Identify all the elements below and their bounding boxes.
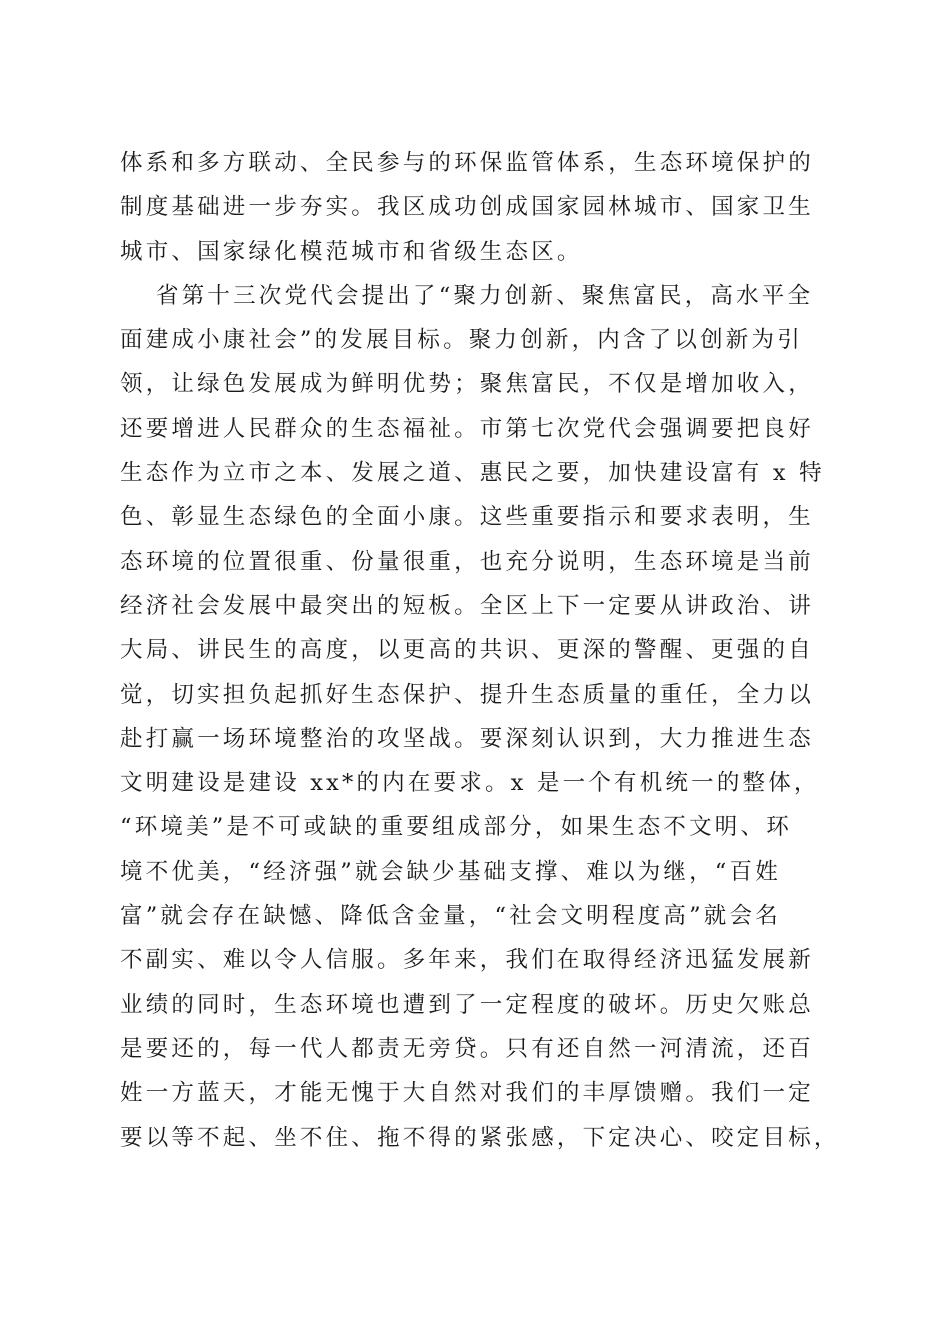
text-line: 领，让绿色发展成为鲜明优势；聚焦富民，不仅是增加收入，	[120, 371, 814, 398]
text-line: 境不优美，“经济强”就会缺少基础支撑、难以为继，“百姓	[120, 858, 781, 885]
text-line: 富”就会存在缺憾、降低含金量，“社会文明程度高”就会名	[120, 903, 781, 930]
text-line: 姓一方蓝天，才能无愧于大自然对我们的丰厚馈赠。我们一定	[120, 1080, 814, 1107]
text-line: “环境美”是不可或缺的重要组成部分，如果生态不文明、环	[120, 814, 792, 841]
text-line: 还要增进人民群众的生态福祉。市第七次党代会强调要把良好	[120, 415, 814, 442]
text-line: 体系和多方联动、全民参与的环保监管体系，生态环境保护的	[120, 150, 814, 176]
text-line: 态环境的位置很重、份量很重，也充分说明，生态环境是当前	[120, 548, 814, 575]
text-line: 要以等不起、坐不住、拖不得的紧张感，下定决心、咬定目标，	[120, 1124, 840, 1151]
text-line: 是要还的，每一代人都责无旁贷。只有还自然一河清流，还百	[120, 1035, 814, 1062]
text-line: 业绩的同时，生态环境也遭到了一定程度的破坏。历史欠账总	[120, 991, 814, 1018]
text-line: 城市、国家绿化模范城市和省级生态区。	[120, 238, 583, 265]
text-line: 面建成小康社会”的发展目标。聚力创新，内含了以创新为引	[120, 327, 803, 354]
text-line: 文明建设是建设 xx*的内在要求。x 是一个有机统一的整体，	[120, 770, 820, 797]
text-line: 不副实、难以令人信服。多年来，我们在取得经济迅猛发展新	[120, 947, 814, 974]
text-line: 生态作为立市之本、发展之道、惠民之要，加快建设富有 x 特	[120, 460, 825, 487]
text-line: 制度基础进一步夯实。我区成功创成国家园林城市、国家卫生	[120, 194, 814, 221]
text-line: 觉，切实担负起抓好生态保护、提升生态质量的重任，全力以	[120, 681, 814, 708]
text-line: 色、彰显生态绿色的全面小康。这些重要指示和要求表明，生	[120, 504, 814, 531]
paragraph-first-line: 省第十三次党代会提出了“聚力创新、聚焦富民，高水平全	[156, 282, 814, 309]
text-line: 大局、讲民生的高度，以更高的共识、更深的警醒、更强的自	[120, 637, 814, 664]
body-text	[120, 141, 840, 1160]
text-line: 经济社会发展中最突出的短板。全区上下一定要从讲政治、讲	[120, 592, 814, 619]
text-line: 赴打赢一场环境整治的攻坚战。要深刻认识到，大力推进生态	[120, 725, 814, 752]
